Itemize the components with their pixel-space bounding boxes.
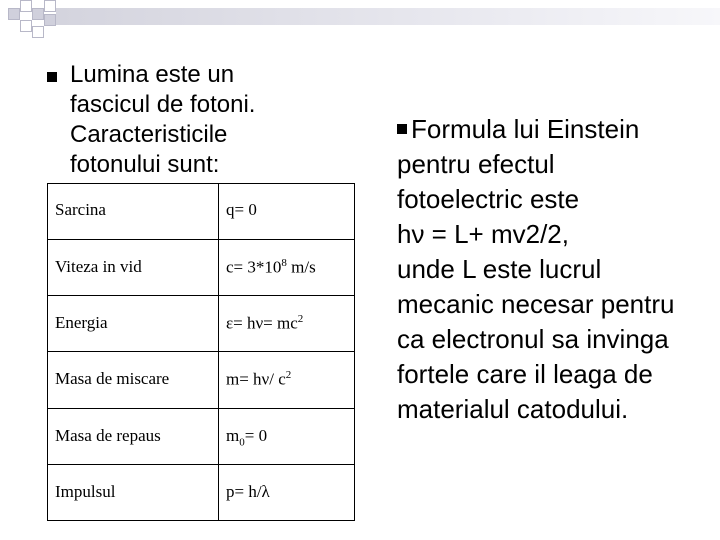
table-row bbox=[48, 184, 355, 240]
table-row bbox=[48, 464, 355, 520]
property-value bbox=[219, 352, 355, 408]
value-subscript: 0 bbox=[239, 436, 245, 449]
deco-square bbox=[20, 0, 32, 12]
property-value bbox=[219, 240, 355, 296]
intro-line: Lumina este un bbox=[70, 61, 235, 88]
value-text: m/s bbox=[286, 257, 316, 277]
formula-line: ca electronul sa invinga bbox=[397, 324, 669, 354]
property-label: Viteza in vid bbox=[48, 240, 219, 296]
value-superscript: 2 bbox=[285, 369, 292, 382]
intro-text bbox=[70, 60, 310, 180]
deco-square bbox=[44, 0, 56, 12]
intro-line: Caracteristicile bbox=[70, 121, 228, 148]
value-text: ε= hν= mc bbox=[226, 313, 298, 333]
formula-line: fotoelectric este bbox=[397, 184, 580, 214]
formula-line-text: Formula lui Einstein bbox=[411, 114, 640, 144]
header-gradient-bar bbox=[56, 8, 720, 25]
property-value bbox=[219, 408, 355, 464]
square-bullet-icon bbox=[47, 72, 57, 82]
property-label: Impulsul bbox=[48, 464, 219, 520]
formula-line: fortele care il leaga de bbox=[397, 359, 653, 389]
formula-line: pentru efectul bbox=[397, 149, 555, 179]
value-text: c= 3*10 bbox=[226, 257, 282, 277]
einstein-formula-text bbox=[397, 112, 717, 427]
value-superscript: 8 bbox=[281, 257, 287, 270]
value-text: m= hν/ c bbox=[226, 370, 286, 390]
value-superscript: 2 bbox=[297, 313, 304, 326]
table-row bbox=[48, 296, 355, 352]
photon-properties-table bbox=[47, 183, 355, 521]
value-text: = 0 bbox=[244, 425, 268, 445]
property-label: Masa de repaus bbox=[48, 408, 219, 464]
property-label: Energia bbox=[48, 296, 219, 352]
table-row bbox=[48, 352, 355, 408]
formula-line: mecanic necesar pentru bbox=[397, 289, 675, 319]
property-label: Sarcina bbox=[48, 184, 219, 240]
header-decoration bbox=[0, 0, 720, 48]
deco-square bbox=[44, 14, 56, 26]
table-row bbox=[48, 408, 355, 464]
property-value: q= 0 bbox=[219, 184, 355, 240]
intro-line: fascicul de fotoni. bbox=[70, 91, 256, 118]
property-value: p= h/λ bbox=[219, 464, 355, 520]
deco-square bbox=[8, 8, 20, 20]
deco-square bbox=[20, 20, 32, 32]
property-label: Masa de miscare bbox=[48, 352, 219, 408]
formula-line: unde L este lucrul bbox=[397, 254, 602, 284]
square-bullet-icon bbox=[397, 124, 407, 134]
formula-line: hν = L+ mv2/2, bbox=[397, 219, 569, 249]
intro-line: fotonului sunt: bbox=[70, 151, 220, 178]
formula-line bbox=[397, 112, 717, 147]
deco-square bbox=[32, 8, 44, 20]
property-value bbox=[219, 296, 355, 352]
formula-line: materialul catodului. bbox=[397, 394, 629, 424]
table-row bbox=[48, 240, 355, 296]
deco-square bbox=[32, 26, 44, 38]
value-text: m bbox=[226, 425, 240, 445]
